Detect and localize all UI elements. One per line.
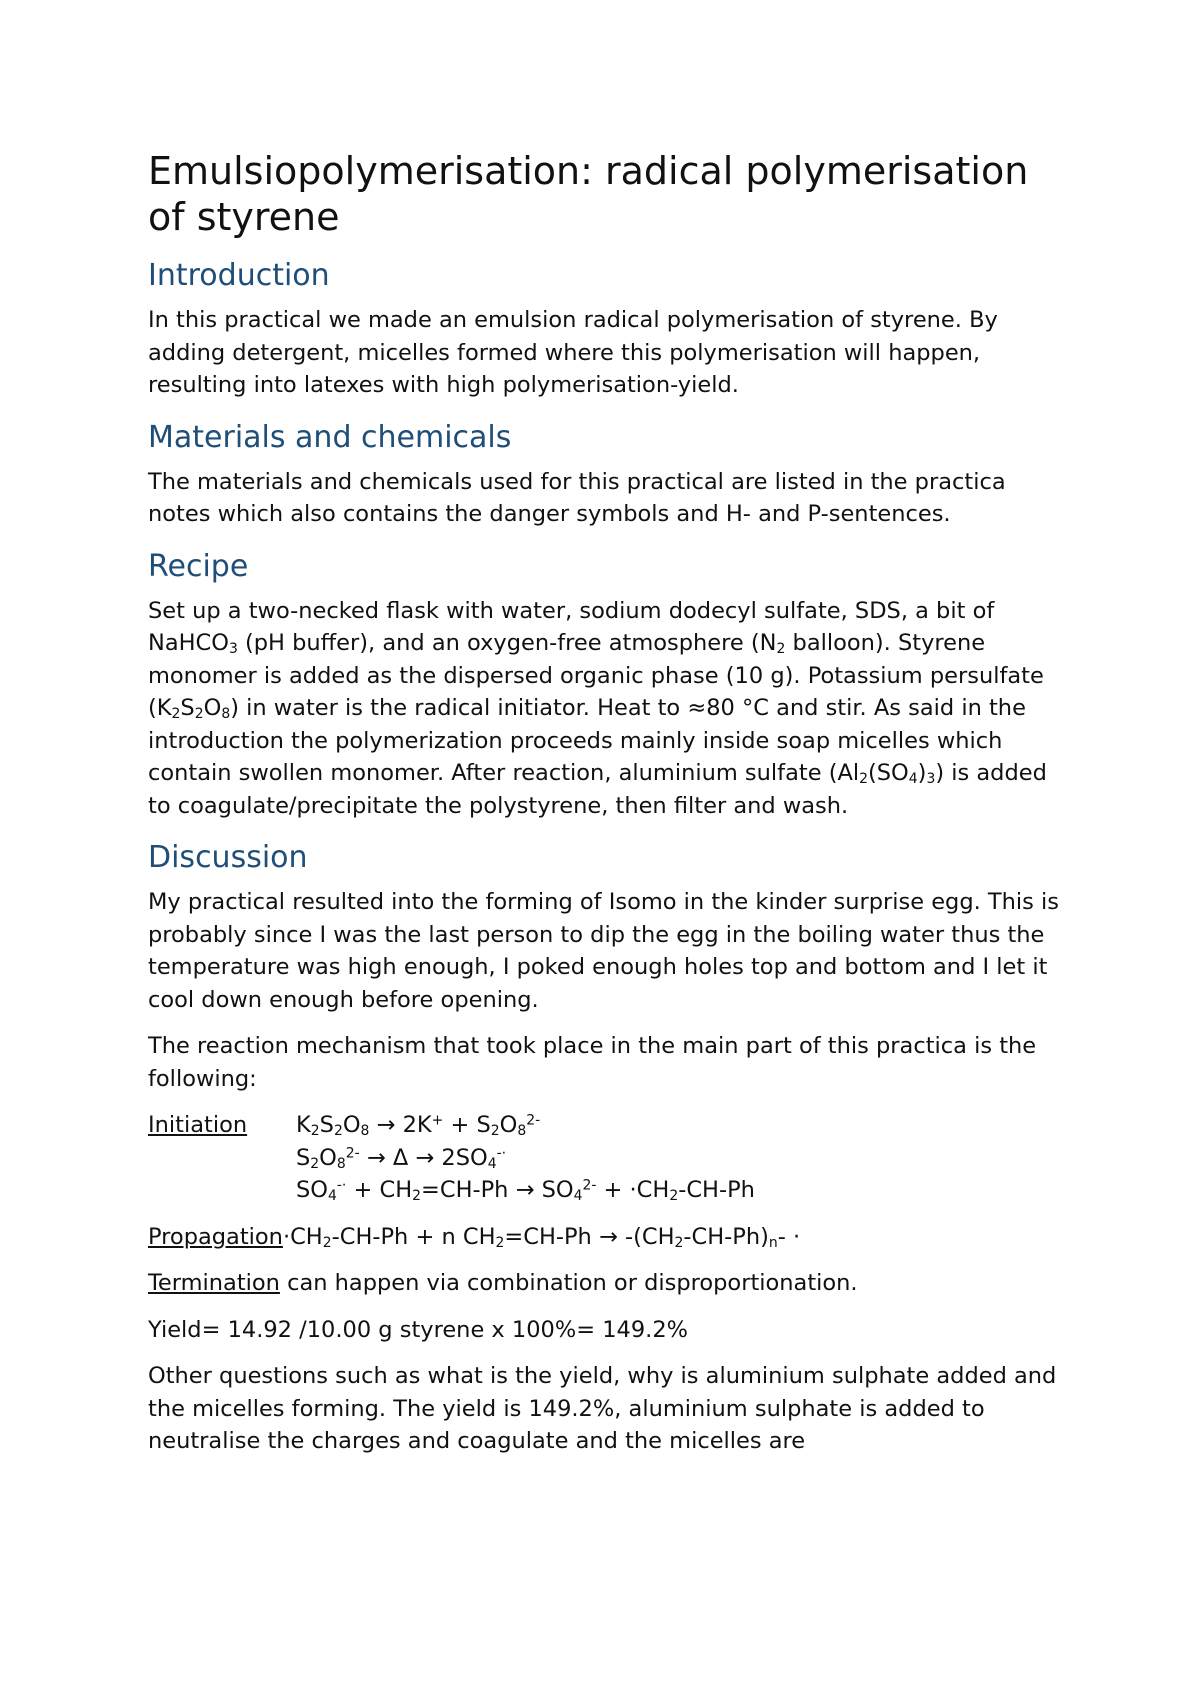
document-content (148, 140, 1068, 1472)
discussion-heading: Discussion (148, 840, 308, 875)
discussion-paragraph-3: Other questions such as what is the yield, why is aluminium sulphate added and the micelles forming. The yield is 149.2%, aluminium sulphate is added to neutralise the charges and coagulate and the micelles are (148, 1363, 1057, 1454)
title-line-2: of styrene (148, 195, 340, 239)
reaction-mechanism (148, 1109, 1068, 1207)
initiation-row-2 (148, 1142, 1068, 1175)
termination-label: Termination (148, 1270, 280, 1296)
introduction-paragraph: In this practical we made an emulsion radical polymerisation of styrene. By adding detergent, micelles formed where this polymerisation will happen, resulting into latexes with high polymerisation-yield. (148, 307, 998, 398)
discussion-paragraph-1: My practical resulted into the forming of Isomo in the kinder surprise egg. This is probably since I was the last person to dip the egg in the boiling water thus the temperature was high enough, I poked enough holes top and bottom and I let it cool down enough before opening. (148, 889, 1060, 1013)
yield-line: Yield= 14.92 /10.00 g styrene x 100%= 149.2% (148, 1316, 689, 1343)
introduction-heading: Introduction (148, 258, 330, 293)
propagation-label: Propagation (148, 1223, 283, 1250)
recipe-heading: Recipe (148, 548, 249, 584)
initiation-label: Initiation (148, 1112, 248, 1138)
recipe-paragraph: Set up a two-necked flask with water, sodium dodecyl sulfate, SDS, a bit of NaHCO$_3$ (pH buffer), and an oxygen-free atmosphere ($N_2$ balloon). Styrene monomer is added as the dispersed organic phase (10 g). Potassium persulfate $(K_2S_2O_8)$ in water is the radical initiator. Heat to ≈80 °C and stir. As said in the introduction the polymerization proceeds mainly inside soap micelles which contain swollen monomer. After reaction, aluminium sulfate $(Al_2(SO_4)_3)$ is added to coagulate/precipitate the polystyrene, then filter and wash. (148, 597, 1047, 819)
discussion-paragraph-2: The reaction mechanism that took place in the main part of this practica is the following: (148, 1033, 1037, 1092)
document-title (148, 148, 1068, 240)
propagation-line (148, 1221, 1068, 1254)
termination-text: can happen via combination or disproportionation. (279, 1270, 858, 1296)
materials-heading: Materials and chemicals (148, 419, 512, 455)
propagation-equation: $\cdot CH_2-CH-Ph + n$ $CH_2=CH-Ph \to -(CH_2-CH-Ph)_n-$ · (282, 1223, 801, 1251)
initiation-equation-1: $K_2S_2O_8 \to 2K^+ + S_2O_8^{2-}$ (296, 1112, 541, 1139)
materials-paragraph: The materials and chemicals used for this practical are listed in the practica notes which also contains the danger symbols and H- and P-sentences. (148, 468, 1006, 527)
termination-line (148, 1267, 1068, 1300)
initiation-row-3 (148, 1174, 1068, 1207)
initiation-equation-2: $S_2O_8^{2-} \to \Delta \to 2SO_4^{-\cdot}$ (296, 1144, 507, 1172)
initiation-equation-3: $SO_4^{-\cdot} + CH_2=CH-Ph \to SO_4^{2-} + \cdot CH_2-CH-Ph$ (296, 1177, 755, 1204)
title-line-1: Emulsiopolymerisation: radical polymerisation (148, 149, 1029, 193)
initiation-row-1 (148, 1109, 1068, 1142)
